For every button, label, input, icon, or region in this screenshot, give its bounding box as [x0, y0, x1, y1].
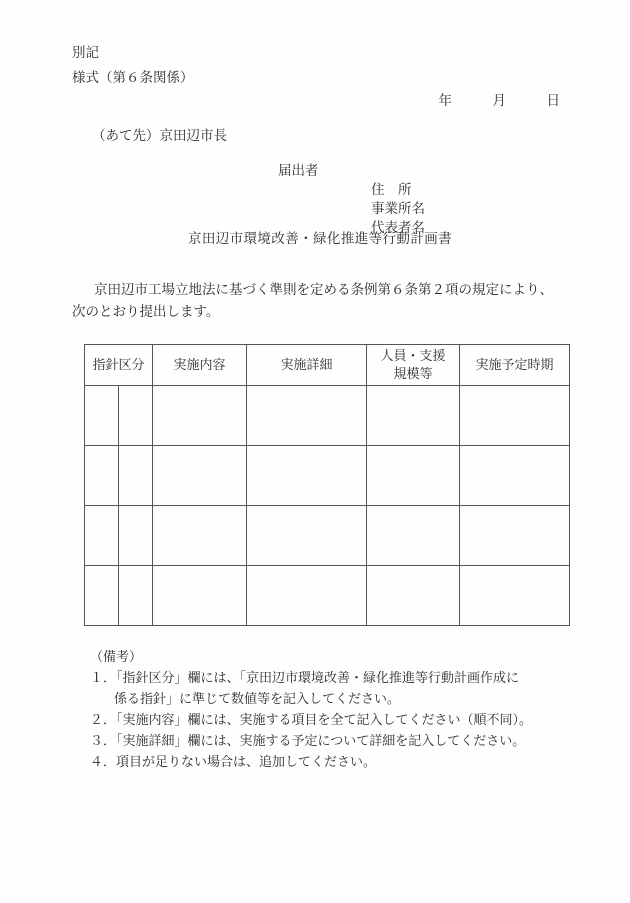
note-item [90, 730, 590, 751]
submitter-field-address: 住 所 [371, 182, 412, 197]
cell-guideline-category[interactable] [119, 446, 153, 506]
column-header-staff-support-scale-line-2: 規模等 [393, 366, 433, 381]
action-plan-table [84, 344, 570, 626]
cell-planned-schedule[interactable] [460, 506, 570, 566]
notes-section [90, 646, 590, 772]
table-row [85, 506, 570, 566]
cell-planned-schedule[interactable] [460, 446, 570, 506]
table-row [85, 566, 570, 626]
cell-guideline-category-sub[interactable] [85, 446, 119, 506]
column-header-guideline-category: 指針区分 [85, 345, 153, 386]
cell-planned-schedule[interactable] [460, 566, 570, 626]
body-paragraph [72, 279, 564, 323]
note-text: 項目が足りない場合は、追加してください。 [116, 754, 377, 769]
cell-staff-support-scale[interactable] [367, 386, 460, 446]
submitter-label: 届出者 [278, 163, 319, 178]
body-paragraph-line-1: 京田辺市工場立地法に基づく準則を定める条例第６条第２項の規定により、 [94, 282, 553, 297]
note-text-continued: 係る指針」に準じて数値等を記入してください。 [114, 691, 401, 706]
appendix-label: 別記 [72, 45, 99, 60]
note-text: 「実施内容」欄には、実施する項目を全て記入してください（順不同）。 [116, 712, 533, 727]
note-item [90, 709, 590, 730]
cell-implementation-details[interactable] [247, 386, 367, 446]
body-paragraph-line-2: 次のとおり提出します。 [72, 304, 220, 319]
cell-staff-support-scale[interactable] [367, 446, 460, 506]
cell-implementation-content[interactable] [153, 446, 247, 506]
cell-guideline-category-sub[interactable] [85, 506, 119, 566]
notes-title: （備考） [90, 649, 143, 664]
cell-guideline-category-sub[interactable] [85, 386, 119, 446]
submitter-field-representative-name: 代表者名 [371, 220, 425, 235]
table-header [85, 345, 570, 386]
note-number: ４． [90, 754, 117, 769]
document-title: 京田辺市環境改善・緑化推進等行動計画書 [187, 231, 453, 246]
column-header-staff-support-scale [367, 345, 460, 386]
column-header-implementation-details: 実施詳細 [247, 345, 367, 386]
cell-staff-support-scale[interactable] [367, 566, 460, 626]
cell-guideline-category-sub[interactable] [85, 566, 119, 626]
table-row [85, 386, 570, 446]
note-number: ２． [90, 712, 117, 727]
column-header-planned-schedule: 実施予定時期 [460, 345, 570, 386]
note-item [90, 751, 590, 772]
table-body [85, 386, 570, 626]
table-header-row [85, 345, 570, 386]
cell-implementation-content[interactable] [153, 506, 247, 566]
cell-staff-support-scale[interactable] [367, 506, 460, 566]
cell-implementation-details[interactable] [247, 446, 367, 506]
cell-implementation-details[interactable] [247, 566, 367, 626]
cell-implementation-content[interactable] [153, 566, 247, 626]
cell-implementation-details[interactable] [247, 506, 367, 566]
cell-guideline-category[interactable] [119, 506, 153, 566]
cell-planned-schedule[interactable] [460, 386, 570, 446]
column-header-staff-support-scale-line-1: 人員・支援 [380, 348, 446, 363]
form-style-label: 様式（第６条関係） [72, 70, 194, 85]
date-line: 年 月 日 [438, 93, 560, 108]
column-header-implementation-content: 実施内容 [153, 345, 247, 386]
submitter-field-business-name: 事業所名 [371, 201, 425, 216]
cell-guideline-category[interactable] [119, 566, 153, 626]
cell-guideline-category[interactable] [119, 386, 153, 446]
table-row [85, 446, 570, 506]
note-text: 「指針区分」欄には、「京田辺市環境改善・緑化推進等行動計画作成に [116, 670, 520, 685]
note-number: ３． [90, 733, 117, 748]
addressee-line: （あて先）京田辺市長 [92, 128, 227, 143]
note-item [90, 667, 590, 709]
note-number: １． [90, 670, 117, 685]
cell-implementation-content[interactable] [153, 386, 247, 446]
note-text: 「実施詳細」欄には、実施する予定について詳細を記入してください。 [116, 733, 526, 748]
